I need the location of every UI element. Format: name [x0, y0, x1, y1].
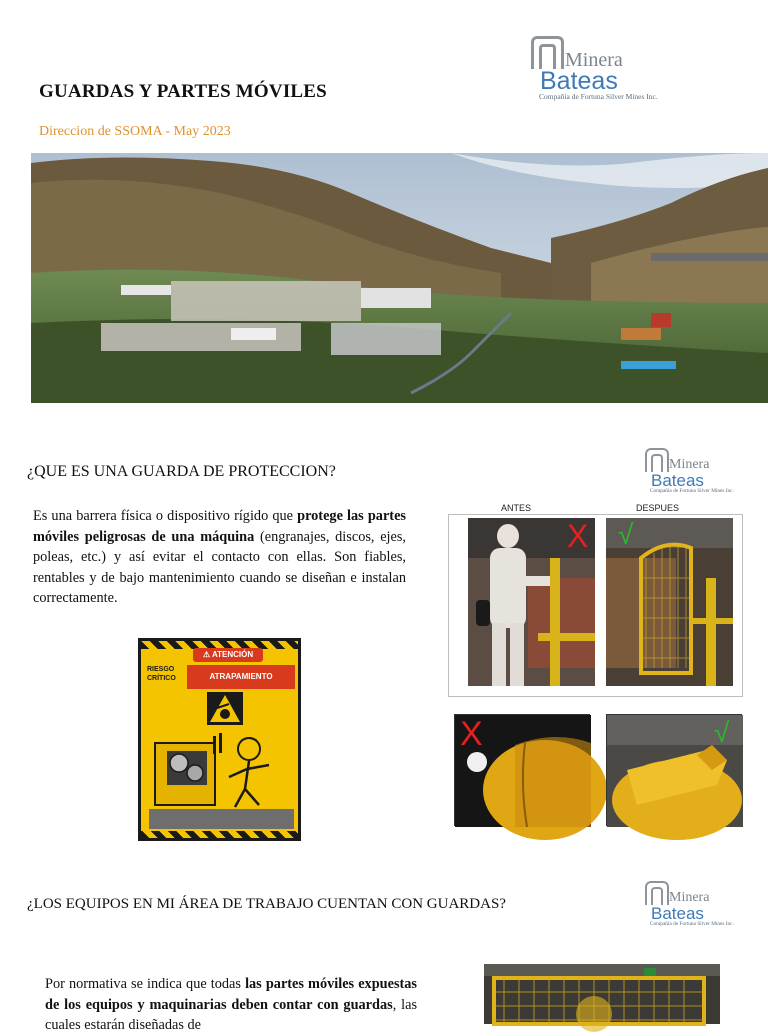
hazard-type-banner: ATRAPAMIENTO [187, 665, 295, 689]
logo-word-bateas: Bateas [651, 471, 704, 490]
before-label: ANTES [501, 503, 532, 513]
logo-tagline: Compañía de Fortuna Silver Mines Inc. [650, 921, 734, 927]
guard-definition-paragraph: Es una barrera física o dispositivo rígido que protege las partes móviles peligrosas de una máquina (engranajes, discos, ejes, poleas, etc.) y así evitar el contacto con ellas. Son fiables, rentables y de bajo mantenimiento cuando se diseñan e instalan correctamente. [33, 508, 406, 606]
arch-logo-icon [531, 36, 564, 69]
section-heading-guard: ¿QUE ES UNA GUARDA DE PROTECCION? [27, 463, 336, 480]
company-logo-small [645, 881, 755, 931]
page-subtitle: Direccion de SSOMA - May 2023 [39, 124, 231, 139]
before-after-comparison [448, 514, 743, 697]
bad-mark-x-icon: X [460, 715, 483, 753]
logo-word-minera: Minera [565, 49, 623, 71]
company-logo [531, 36, 681, 106]
attention-banner: ⚠ ATENCIÓN [193, 648, 263, 662]
drum-after-photo [606, 714, 742, 826]
entrapment-warning-sign [138, 638, 301, 841]
logo-word-bateas: Bateas [540, 67, 618, 95]
page-title: GUARDAS Y PARTES MÓVILES [39, 81, 327, 102]
risk-critical-label: RIESGO CRÍTICO [147, 665, 187, 689]
equipment-guard-paragraph: Por normativa se indica que todas las partes móviles expuestas de los equipos y maquinarias deben contar con guardas, las cuales estarán diseñadas de [45, 976, 418, 1033]
good-mark-check-icon: √ [618, 519, 634, 550]
drum-before-photo [454, 714, 590, 826]
warning-triangle-icon: ⚠ [202, 650, 211, 659]
logo-word-minera: Minera [669, 890, 710, 905]
guarded-equipment-photo [484, 964, 720, 1024]
bad-mark-x-icon: X [567, 518, 589, 554]
logo-tagline: Compañía de Fortuna Silver Mines Inc. [650, 488, 734, 494]
sign-face [141, 641, 298, 838]
arch-logo-icon [645, 881, 669, 905]
mine-panorama-photo [31, 153, 768, 403]
machine-figure-illustration [149, 731, 294, 829]
logo-word-minera: Minera [669, 457, 710, 472]
good-mark-check-icon: √ [714, 717, 730, 748]
logo-word-bateas: Bateas [651, 904, 704, 923]
section-heading-equipment: ¿LOS EQUIPOS EN MI ÁREA DE TRABAJO CUENTAN CON GUARDAS? [27, 896, 506, 912]
entrapment-hazard-icon [207, 692, 243, 725]
arch-logo-icon [645, 448, 669, 472]
company-logo-small [645, 448, 755, 498]
hazard-stripes [141, 831, 298, 838]
logo-tagline: Compañía de Fortuna Silver Mines Inc. [539, 92, 658, 101]
after-label: DESPUES [636, 503, 680, 513]
